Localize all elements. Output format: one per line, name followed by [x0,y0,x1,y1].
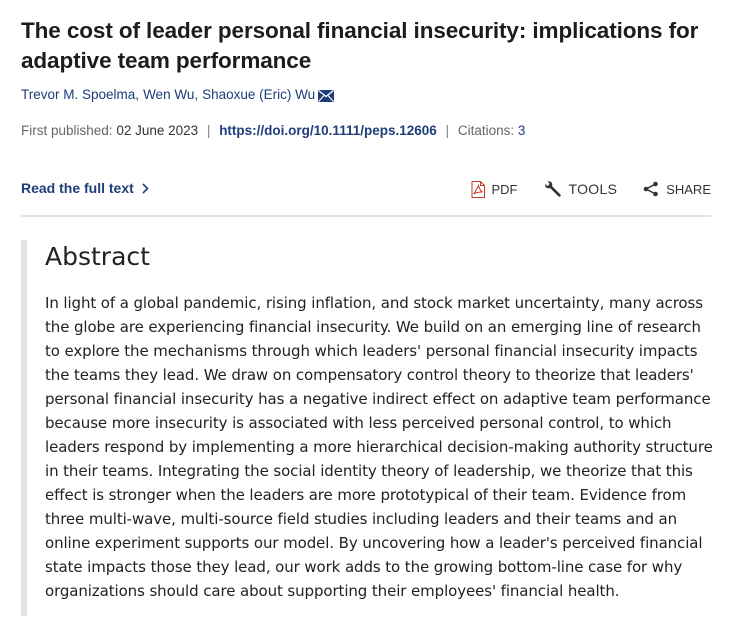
author-list [21,86,711,104]
article-toolbar [21,180,711,200]
author-link[interactable]: Shaoxue (Eric) Wu [202,87,316,102]
pdf-file-icon [471,181,485,198]
author-separator: , [194,87,199,102]
tools-button[interactable] [544,180,618,198]
article-tools [471,180,712,198]
author-link[interactable]: Trevor M. Spoelma [21,87,136,102]
first-published-date: 02 June 2023 [116,123,199,138]
author-link[interactable]: Wen Wu [143,87,195,102]
citations-label: Citations: [457,123,515,138]
pdf-label: PDF [491,181,518,197]
meta-divider: | [206,123,211,138]
abstract-text: In light of a global pandemic, rising inflation, and stock market uncertainty, many across the globe are experiencing financial insecurity. We build on an emerging line of research to explore the mechanisms through which leaders' personal financial insecurity impacts the teams they lead. We draw on compensatory control theory to theorize that leaders' personal financial insecurity has a negative indirect effect on adaptive team performance because more insecurity is associated with less perceived personal control, to which leaders respond by implementing a more hierarchical decision-making authority structure in their teams. Integrating the social identity theory of leadership, we theorize that this effect is stronger when the leaders are more prototypical of their team. Evidence from three multi-wave, multi-source field studies including leaders and their teams and an online experiment supports our model. By uncovering how a leader's perceived financial state impacts those they lead, our work adds to the growing bottom-line case for why organizations should care about supporting their employees' financial health. [45,294,713,600]
share-button[interactable] [643,181,711,197]
chevron-right-icon [142,183,149,194]
article-page [21,0,713,600]
tools-label: TOOLS [568,181,618,197]
article-title: The cost of leader personal financial insecurity: implications for adaptive team performance [21,18,699,73]
read-full-text-label: Read the full text [21,180,134,196]
envelope-icon[interactable] [318,89,334,101]
share-label: SHARE [666,181,711,197]
publication-meta [21,122,711,140]
read-full-text-link[interactable] [21,180,149,196]
section-divider [21,215,711,217]
abstract-heading: Abstract [45,242,150,271]
share-icon [643,181,659,197]
doi-link[interactable]: https://doi.org/10.1111/peps.12606 [219,123,437,138]
citations-count[interactable]: 3 [517,123,526,138]
abstract-section [21,240,717,616]
author-separator: , [135,87,140,102]
wrench-icon [544,180,562,198]
meta-divider: | [445,123,450,138]
pdf-button[interactable] [471,181,518,198]
first-published-label: First published: [21,123,113,138]
